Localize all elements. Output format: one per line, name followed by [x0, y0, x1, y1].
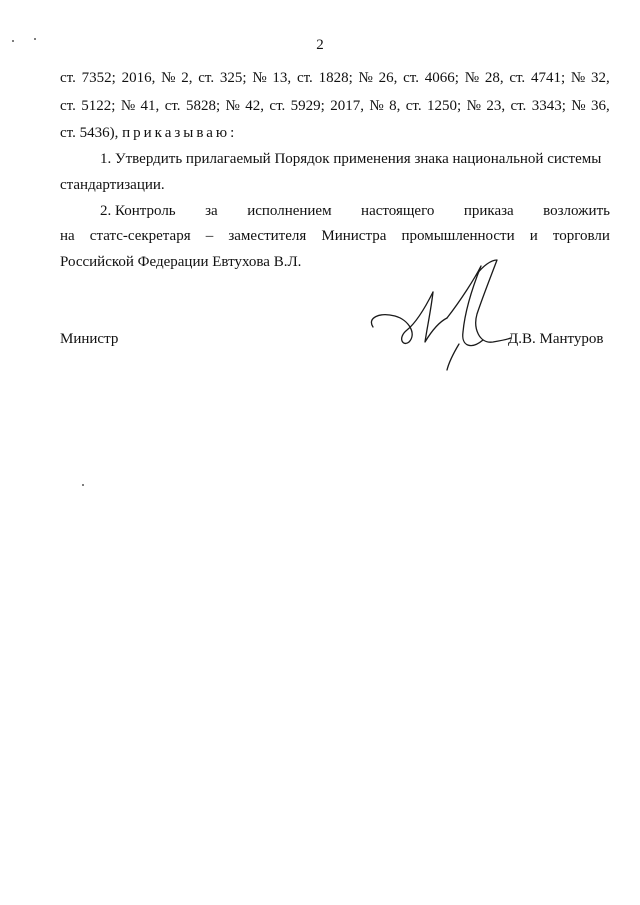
word: 28,	[484, 70, 504, 86]
order-word: приказываю:	[122, 125, 238, 141]
word: №	[464, 70, 480, 86]
word: –	[205, 228, 214, 244]
word: приказа	[463, 203, 514, 219]
word: 26,	[378, 70, 398, 86]
word: ст.	[403, 70, 419, 86]
word: №	[225, 98, 240, 114]
word: 5828;	[185, 98, 221, 114]
word: статс-секретаря	[89, 228, 191, 244]
word: Министра	[321, 228, 387, 244]
word: №	[369, 98, 384, 114]
word: 8,	[389, 98, 401, 114]
word: возложить	[543, 203, 610, 219]
word: промышленности	[401, 228, 515, 244]
item-2-line-3: Российской Федерации Евтухова В.Л.	[60, 254, 302, 270]
word: ст.	[269, 98, 286, 114]
signatory-name: Д.В. Мантуров	[508, 331, 604, 347]
word: 2,	[181, 70, 193, 86]
word: исполнением	[247, 203, 332, 219]
text-line-2	[60, 97, 610, 115]
word: 1828;	[318, 70, 353, 86]
word: №	[120, 98, 136, 114]
word: 2017,	[330, 98, 364, 114]
word: ст.	[509, 70, 526, 86]
word: 5929;	[290, 98, 325, 114]
word: торговли	[552, 228, 610, 244]
word: 32,	[591, 70, 610, 86]
word: на	[60, 228, 75, 244]
word: ст.	[60, 70, 76, 86]
word: №	[252, 70, 267, 86]
text-fragment: ст. 5436),	[60, 125, 119, 141]
word: 23,	[486, 98, 506, 114]
word: настоящего	[361, 203, 435, 219]
word: 42,	[245, 98, 264, 114]
word: 4741;	[530, 70, 566, 86]
word: и	[529, 228, 538, 244]
scan-speck	[82, 484, 84, 486]
word: №	[161, 70, 176, 86]
word: 325;	[219, 70, 247, 86]
scan-speck	[12, 40, 14, 42]
item-1-line-2: стандартизации.	[60, 177, 165, 193]
word: 2016,	[121, 70, 156, 86]
word: заместителя	[228, 228, 307, 244]
handwritten-signature	[365, 252, 515, 372]
word: 36,	[591, 98, 610, 114]
word: ст.	[60, 98, 76, 114]
word: №	[358, 70, 373, 86]
word: 41,	[140, 98, 160, 114]
word: 5122;	[81, 98, 116, 114]
signatory-title: Министр	[60, 331, 119, 347]
word: 7352;	[81, 70, 116, 86]
word: 13,	[272, 70, 292, 86]
text-line-1	[60, 69, 610, 87]
text-line-3	[60, 124, 610, 142]
word: ст.	[164, 98, 181, 114]
scan-speck	[34, 38, 36, 40]
word: №	[570, 70, 586, 86]
page-number: 2	[316, 37, 324, 53]
item-1-line-1: 1. Утвердить прилагаемый Порядок применения знака национальной системы	[100, 151, 602, 167]
word: ст.	[198, 70, 215, 86]
item-2-line-2	[60, 227, 610, 245]
word: ст.	[405, 98, 422, 114]
word: ст.	[510, 98, 527, 114]
word: 1250;	[427, 98, 462, 114]
word: 4066;	[424, 70, 459, 86]
word: 3343;	[531, 98, 566, 114]
word: ст.	[296, 70, 313, 86]
item-2-line-1	[100, 202, 610, 220]
word: №	[466, 98, 481, 114]
word: 2. Контроль	[100, 203, 176, 219]
word: за	[205, 203, 218, 219]
word: №	[571, 98, 586, 114]
